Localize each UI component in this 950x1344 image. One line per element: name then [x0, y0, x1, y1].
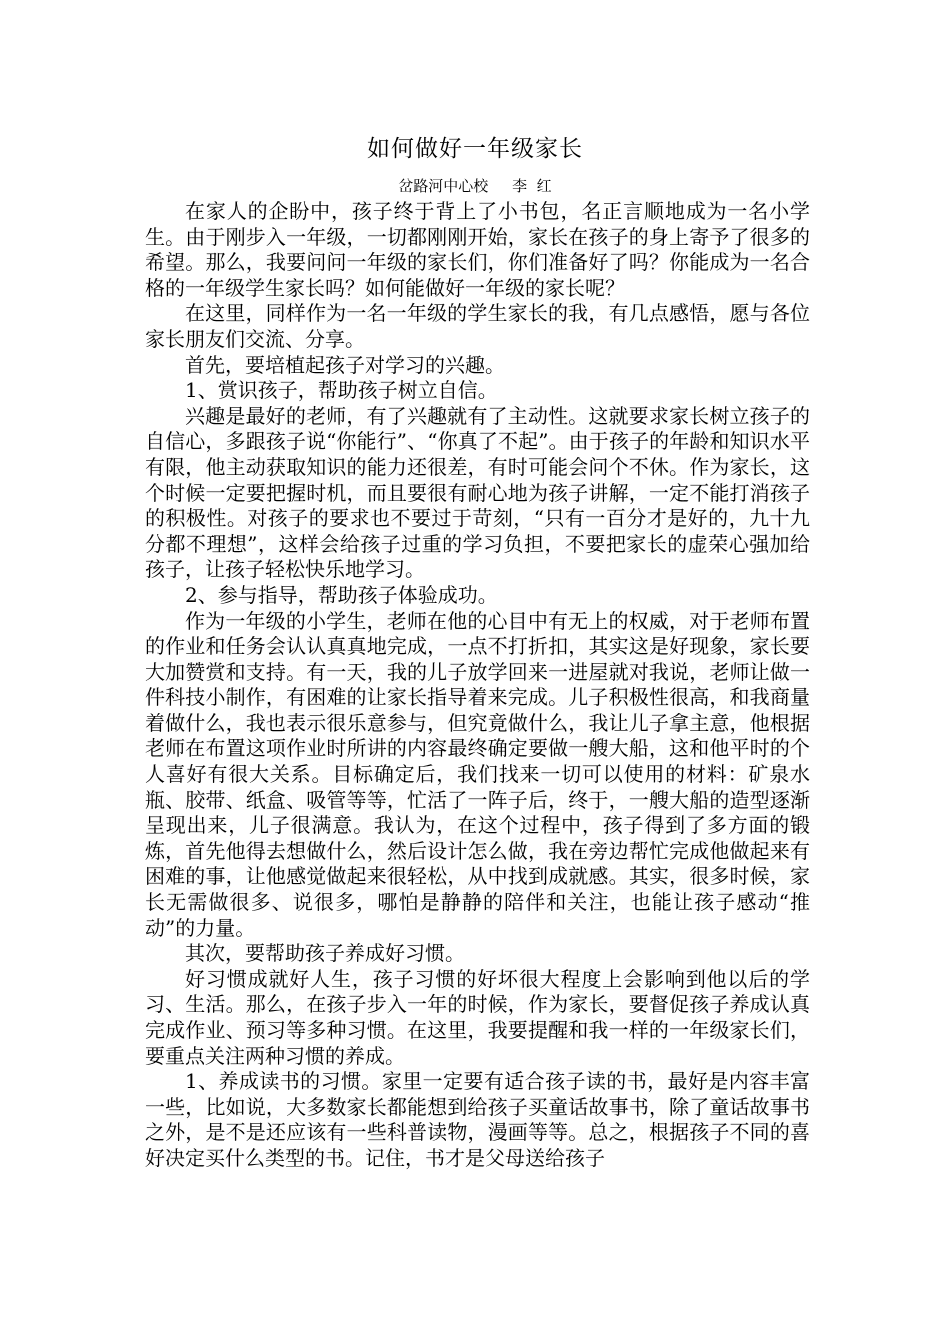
paragraph: 作为一年级的小学生，老师在他的心目中有无上的权威，对于老师布置的作业和任务会认认真真地完成，一点不打折扣，其实这是好现象，家长要大加赞赏和支持。有一天，我的儿子放学回来一进屋就对我说，老师让做一件科技小制作，有困难的让家长指导着来完成。儿子积极性很高，和我商量着做什么，我也表示很乐意参与，但究竟做什么，我让儿子拿主意，他根据老师在布置这项作业时所讲的内容最终确定要做一艘大船，这和他平时的个人喜好有很大关系。目标确定后，我们找来一切可以使用的材料：矿泉水瓶、胶带、纸盒、吸管等等，忙活了一阵子后，终于，一艘大船的造型逐渐呈现出来，儿子很满意。我认为，在这个过程中，孩子得到了多方面的锻炼，首先他得去想做什么，然后设计怎么做，我在旁边帮忙完成他做起来有困难的事，让他感觉做起来很轻松，从中找到成就感。其实，很多时候，家长无需做很多、说很多，哪怕是静静的陪伴和关注，也能让孩子感动“推动”的力量。 [145, 608, 810, 940]
paragraph: 1、养成读书的习惯。家里一定要有适合孩子读的书，最好是内容丰富一些，比如说，大多数家长都能想到给孩子买童话故事书，除了童话故事书之外，是不是还应该有一些科普读物，漫画等等。总之，根据孩子不同的喜好决定买什么类型的书。记住，书才是父母送给孩子 [145, 1069, 810, 1170]
paragraph: 1、赏识孩子，帮助孩子树立自信。 [185, 378, 498, 403]
paragraph: 兴趣是最好的老师，有了兴趣就有了主动性。这就要求家长树立孩子的自信心，多跟孩子说“你能行”、“你真了不起”。由于孩子的年龄和知识水平有限，他主动获取知识的能力还很差，有时可能会问个不休。作为家长，这个时候一定要把握时机，而且要很有耐心地为孩子讲解，一定不能打消孩子的积极性。对孩子的要求也不要过于苛刻，“只有一百分才是好的，九十九分都不理想”，这样会给孩子过重的学习负担，不要把家长的虚荣心强加给孩子，让孩子轻松快乐地学习。 [145, 403, 810, 582]
author-line: 岔路河中心校 李 红 [398, 177, 552, 195]
paragraph: 2、参与指导，帮助孩子体验成功。 [185, 582, 498, 607]
paragraph: 好习惯成就好人生，孩子习惯的好坏很大程度上会影响到他以后的学习、生活。那么，在孩子步入一年的时候，作为家长，要督促孩子养成认真完成作业、预习等多种习惯。在这里，我要提醒和我一样的一年级家长们，要重点关注两种习惯的养成。 [145, 966, 810, 1068]
paragraph: 首先，要培植起孩子对学习的兴趣。 [185, 352, 505, 377]
document-body [145, 199, 810, 1172]
paragraph: 在这里，同样作为一名一年级的学生家长的我，有几点感悟，愿与各位家长朋友们交流、分享。 [145, 301, 810, 351]
paragraph: 在家人的企盼中，孩子终于背上了小书包，名正言顺地成为一名小学生。由于刚步入一年级，一切都刚刚开始，家长在孩子的身上寄予了很多的希望。那么，我要问问一年级的家长们，你们准备好了吗？你能成为一名合格的一年级学生家长吗？如何能做好一年级的家长呢？ [145, 199, 810, 300]
paragraph: 其次，要帮助孩子养成好习惯。 [185, 941, 465, 966]
document-title: 如何做好一年级家长 [367, 136, 583, 162]
